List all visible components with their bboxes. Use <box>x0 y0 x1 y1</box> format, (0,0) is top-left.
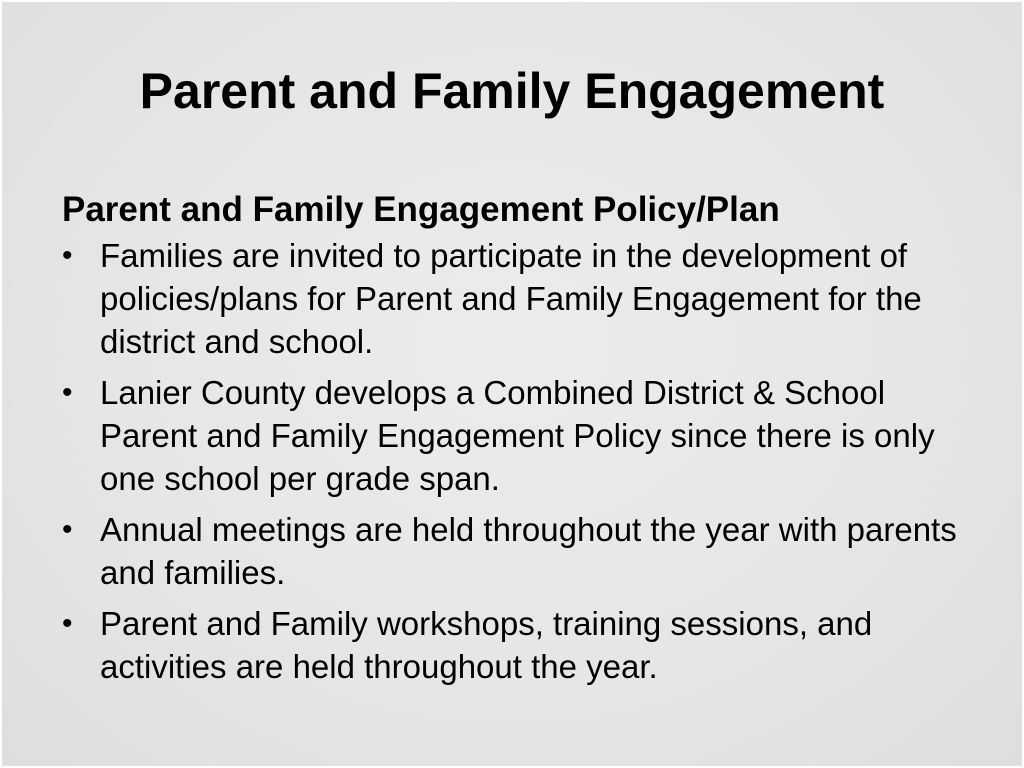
section-heading: Parent and Family Engagement Policy/Plan <box>62 190 780 229</box>
bullet-icon: • <box>62 239 73 272</box>
bullet-icon: • <box>62 376 73 409</box>
bullet-text: Annual meetings are held throughout the year with parents and families. <box>100 511 957 591</box>
bullet-list <box>62 234 982 688</box>
slide-content <box>62 188 982 696</box>
slide-title: Parent and Family Engagement <box>139 63 885 119</box>
bullet-icon: • <box>62 513 73 546</box>
bullet-text: Lanier County develops a Combined District & School Parent and Family Engagement Policy since there is only one school per grade span. <box>100 374 935 497</box>
bullet-icon: • <box>62 607 73 640</box>
slide <box>2 2 1022 766</box>
bullet-item <box>62 371 982 500</box>
bullet-item <box>62 234 982 363</box>
bullet-text: Families are invited to participate in the development of policies/plans for Parent and Family Engagement for the district and school. <box>100 237 922 360</box>
bullet-item <box>62 602 982 688</box>
bullet-text: Parent and Family workshops, training sessions, and activities are held throughout the year. <box>100 605 873 685</box>
bullet-item <box>62 508 982 594</box>
